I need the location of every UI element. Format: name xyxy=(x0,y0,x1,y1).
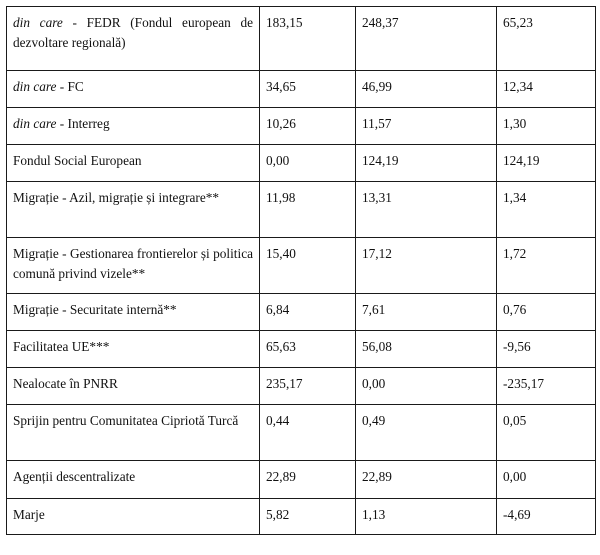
budget-table xyxy=(6,6,596,535)
value-cell-col1: 65,63 xyxy=(260,331,356,368)
row-label: Migrație - Azil, migrație și integrare** xyxy=(13,190,220,205)
row-label: Fondul Social European xyxy=(13,153,142,168)
value-cell-col1: 6,84 xyxy=(260,294,356,331)
value-cell-col3: 1,34 xyxy=(497,182,596,238)
row-label-cell xyxy=(7,108,260,145)
value-cell-col3: 0,05 xyxy=(497,405,596,461)
value-cell-col2: 124,19 xyxy=(356,145,497,182)
row-label-cell xyxy=(7,71,260,108)
value-cell-col1: 34,65 xyxy=(260,71,356,108)
table-row xyxy=(7,294,596,331)
row-label-cell xyxy=(7,461,260,499)
value-cell-col2: 22,89 xyxy=(356,461,497,499)
table-row xyxy=(7,368,596,405)
row-label-cell xyxy=(7,238,260,294)
value-cell-col1: 15,40 xyxy=(260,238,356,294)
row-label-cell xyxy=(7,368,260,405)
value-cell-col1: 10,26 xyxy=(260,108,356,145)
row-label: Facilitatea UE*** xyxy=(13,339,110,354)
row-label-prefix: din care xyxy=(13,15,63,30)
row-label-cell xyxy=(7,499,260,535)
value-cell-col3: 1,30 xyxy=(497,108,596,145)
row-label-cell xyxy=(7,182,260,238)
row-label: Migrație - Securitate internă** xyxy=(13,302,177,317)
row-label-prefix: din care xyxy=(13,79,57,94)
value-cell-col1: 0,44 xyxy=(260,405,356,461)
value-cell-col2: 13,31 xyxy=(356,182,497,238)
value-cell-col3: -4,69 xyxy=(497,499,596,535)
value-cell-col3: 0,00 xyxy=(497,461,596,499)
value-cell-col1: 22,89 xyxy=(260,461,356,499)
row-label: - Interreg xyxy=(56,116,110,131)
value-cell-col2: 56,08 xyxy=(356,331,497,368)
row-label: - FC xyxy=(56,79,84,94)
value-cell-col1: 11,98 xyxy=(260,182,356,238)
value-cell-col3: 1,72 xyxy=(497,238,596,294)
row-label-cell xyxy=(7,7,260,71)
value-cell-col3: 65,23 xyxy=(497,7,596,71)
value-cell-col3: 0,76 xyxy=(497,294,596,331)
value-cell-col1: 5,82 xyxy=(260,499,356,535)
value-cell-col3: 12,34 xyxy=(497,71,596,108)
table-row xyxy=(7,108,596,145)
budget-table-body xyxy=(7,7,596,535)
row-label: Sprijin pentru Comunitatea Cipriotă Turcă xyxy=(13,413,239,428)
value-cell-col2: 7,61 xyxy=(356,294,497,331)
value-cell-col3: 124,19 xyxy=(497,145,596,182)
value-cell-col2: 17,12 xyxy=(356,238,497,294)
table-row xyxy=(7,238,596,294)
row-label-cell xyxy=(7,145,260,182)
value-cell-col3: -9,56 xyxy=(497,331,596,368)
table-row xyxy=(7,7,596,71)
value-cell-col2: 11,57 xyxy=(356,108,497,145)
value-cell-col1: 0,00 xyxy=(260,145,356,182)
row-label: Agenții descentralizate xyxy=(13,469,136,484)
value-cell-col2: 46,99 xyxy=(356,71,497,108)
row-label-cell xyxy=(7,294,260,331)
row-label: Nealocate în PNRR xyxy=(13,376,118,391)
table-row xyxy=(7,182,596,238)
row-label-cell xyxy=(7,331,260,368)
value-cell-col1: 183,15 xyxy=(260,7,356,71)
value-cell-col3: -235,17 xyxy=(497,368,596,405)
value-cell-col2: 248,37 xyxy=(356,7,497,71)
row-label: Migrație - Gestionarea frontierelor și politica comună privind vizele** xyxy=(13,246,253,281)
row-label: Marje xyxy=(13,507,45,522)
table-row xyxy=(7,331,596,368)
table-row xyxy=(7,499,596,535)
row-label-prefix: din care xyxy=(13,116,57,131)
table-row xyxy=(7,405,596,461)
row-label: - FEDR (Fondul european de dezvoltare regională) xyxy=(13,15,253,50)
value-cell-col2: 0,00 xyxy=(356,368,497,405)
table-row xyxy=(7,461,596,499)
value-cell-col2: 1,13 xyxy=(356,499,497,535)
value-cell-col2: 0,49 xyxy=(356,405,497,461)
value-cell-col1: 235,17 xyxy=(260,368,356,405)
row-label-cell xyxy=(7,405,260,461)
table-row xyxy=(7,145,596,182)
table-row xyxy=(7,71,596,108)
